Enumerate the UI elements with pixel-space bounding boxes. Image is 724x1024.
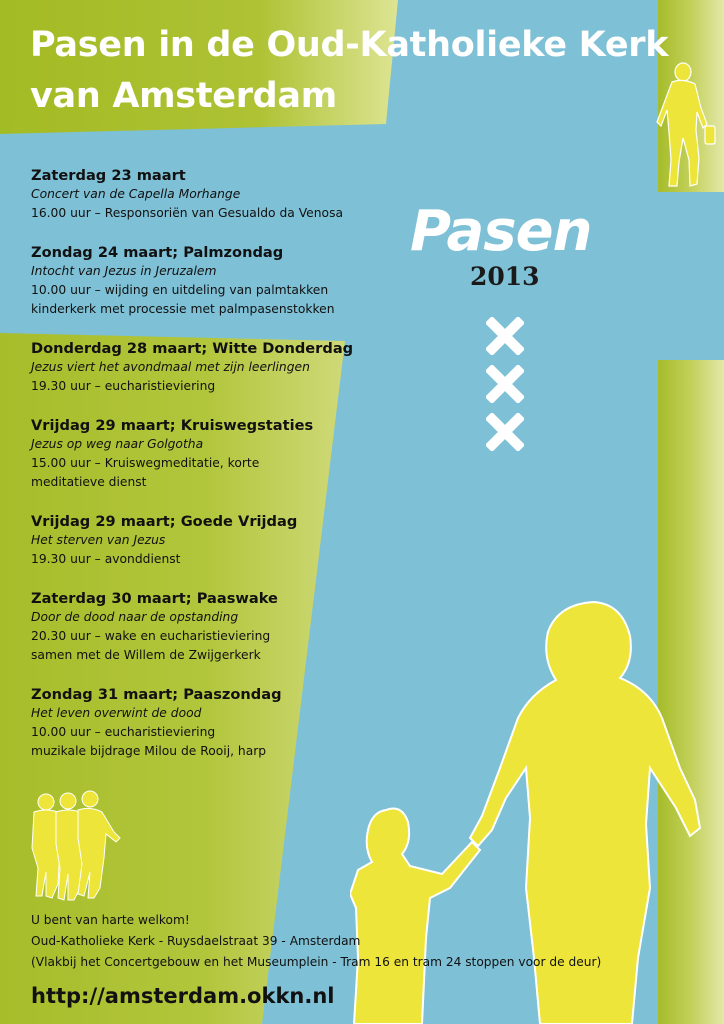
event-item	[31, 243, 361, 319]
directions-text: (Vlakbij het Concertgebouw en het Museumplein - Tram 16 en tram 24 stoppen voor de deur)	[31, 955, 602, 969]
event-detail: 10.00 uur – wijding en uitdeling van palmtakken	[31, 283, 329, 297]
footer-info	[31, 910, 601, 973]
event-detail: 20.30 uur – wake en eucharistieviering	[31, 629, 271, 643]
event-detail: meditatieve dienst	[31, 475, 147, 489]
event-subtitle: Intocht van Jezus in Jeruzalem	[31, 264, 217, 278]
amsterdam-crosses	[486, 317, 526, 461]
event-item	[31, 685, 361, 761]
event-subtitle: Jezus viert het avondmaal met zijn leerlingen	[31, 360, 310, 374]
event-detail: 16.00 uur – Responsoriën van Gesualdo da Venosa	[31, 206, 344, 220]
website-link[interactable]: http://amsterdam.okkn.nl	[31, 984, 335, 1008]
event-detail: 15.00 uur – Kruiswegmeditatie, korte	[31, 456, 260, 470]
event-title: Vrijdag 29 maart; Kruiswegstaties	[31, 417, 314, 434]
event-subtitle: Door de dood naar de opstanding	[31, 610, 239, 624]
title-line-2: van Amsterdam	[30, 76, 337, 116]
event-subtitle: Concert van de Capella Morhange	[31, 187, 241, 201]
pasen-heading: Pasen	[410, 199, 592, 264]
welcome-text: U bent van harte welkom!	[31, 913, 190, 927]
event-item	[31, 416, 361, 492]
event-title: Zondag 31 maart; Paaszondag	[31, 686, 282, 703]
event-detail: 19.30 uur – avonddienst	[31, 552, 181, 566]
event-title: Vrijdag 29 maart; Goede Vrijdag	[31, 513, 298, 530]
event-schedule	[31, 166, 361, 781]
event-item	[31, 512, 361, 569]
event-item	[31, 589, 361, 665]
event-detail: 19.30 uur – eucharistieviering	[31, 379, 216, 393]
event-subtitle: Het leven overwint de dood	[31, 706, 202, 720]
event-subtitle: Het sterven van Jezus	[31, 533, 166, 547]
event-detail: muzikale bijdrage Milou de Rooij, harp	[31, 744, 267, 758]
event-title: Donderdag 28 maart; Witte Donderdag	[31, 340, 354, 357]
event-item	[31, 166, 361, 223]
event-detail: 10.00 uur – eucharistieviering	[31, 725, 216, 739]
address-text: Oud-Katholieke Kerk - Ruysdaelstraat 39 - Amsterdam	[31, 934, 361, 948]
event-title: Zondag 24 maart; Palmzondag	[31, 244, 284, 261]
event-title: Zaterdag 30 maart; Paaswake	[31, 590, 278, 607]
children-silhouette	[28, 788, 124, 904]
andreas-cross-icon	[486, 317, 524, 355]
year-label: 2013	[470, 262, 540, 291]
event-detail: samen met de Willem de Zwijgerkerk	[31, 648, 261, 662]
event-subtitle: Jezus op weg naar Golgotha	[31, 437, 204, 451]
event-item	[31, 339, 361, 396]
poster-title	[30, 20, 670, 122]
andreas-cross-icon	[486, 365, 524, 403]
event-title: Zaterdag 23 maart	[31, 167, 186, 184]
title-line-1: Pasen in de Oud-Katholieke Kerk	[30, 25, 669, 65]
andreas-cross-icon	[486, 413, 524, 451]
event-detail: kinderkerk met processie met palmpasenstokken	[31, 302, 335, 316]
